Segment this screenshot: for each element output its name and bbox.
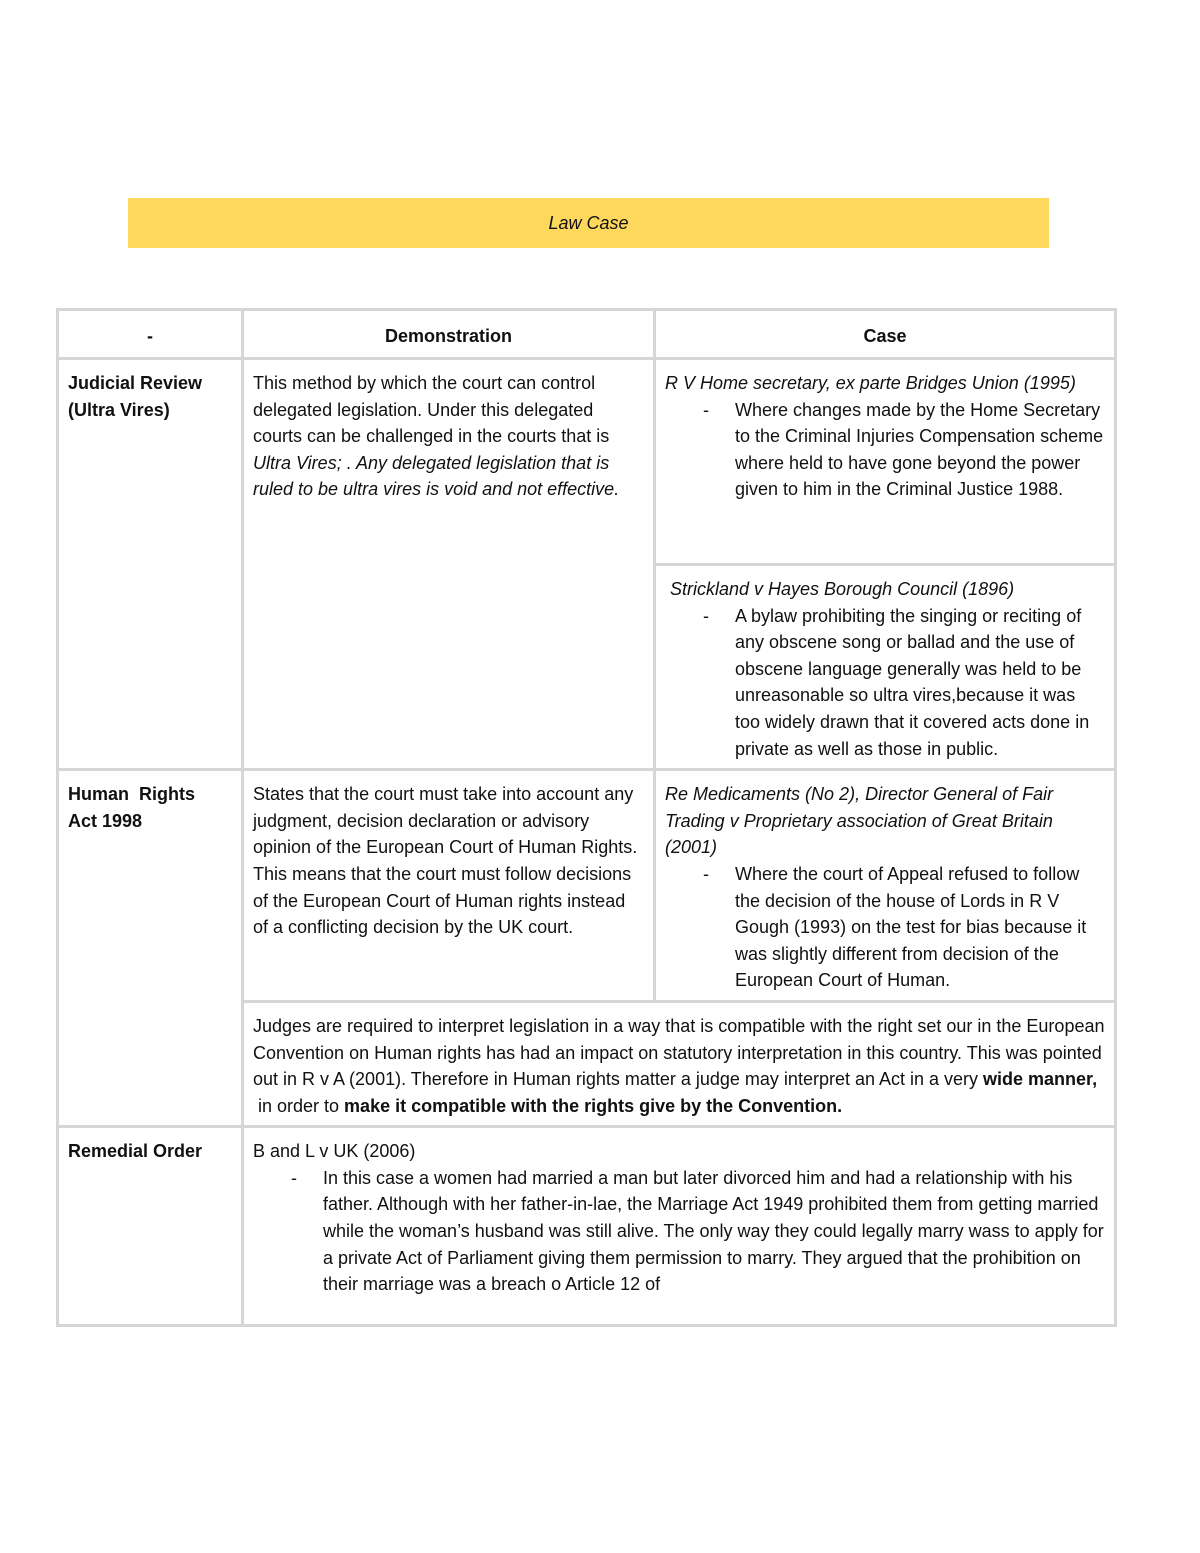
human-rights-note [243, 1001, 1116, 1126]
case-points [665, 861, 1105, 994]
case-title: Re Medicaments (No 2), Director General of Fair Trading v Proprietary association of Great Britain (2001) [665, 784, 1054, 858]
case-point: - Where the court of Appeal refused to follow the decision of the house of Lords in R V Gough (1993) on the test for bias because it was slightly different from decision of the European Court of Human. [735, 861, 1105, 994]
table-row-human-rights [58, 770, 1116, 1002]
row-label-line: (Ultra Vires) [68, 399, 170, 420]
case-point: - Where changes made by the Home Secretary to the Criminal Injuries Compensation scheme where held to have gone beyond the power given to him in the Criminal Justice 1988. [735, 397, 1105, 503]
document-title-banner [128, 198, 1049, 248]
note-text: Judges are required to interpret legislation in a way that is compatible with the right set our in the European Convention on Human rights has had an impact on statutory interpretation in this country. This was pointed out in R v A (2001). Therefore in Human rights matter a judge may interpret an Act in a very [253, 1015, 1105, 1090]
header-cell-case: Case [655, 310, 1116, 359]
case-cell-content [253, 1138, 1105, 1318]
table-header-row [58, 310, 1116, 359]
demonstration-text-italic: Ultra Vires; . Any delegated legislation that is ruled to be ultra vires is void and not effective. [253, 452, 620, 500]
case-cell-bridges-union [655, 359, 1116, 565]
case-point: - A bylaw prohibiting the singing or reciting of any obscene song or ballad and the use of obscene language generally was held to be unreasonable so ultra vires,because it was too widely drawn that it covered acts done in private as well as those in public. [735, 603, 1105, 763]
table-row-judicial-review [58, 359, 1116, 565]
case-title: R V Home secretary, ex parte Bridges Union (1995) [665, 373, 1076, 393]
document-title: Law Case [548, 212, 629, 233]
note-text: in order to [253, 1095, 345, 1116]
demonstration-text: This method by which the court can control delegated legislation. Under this delegated courts can be challenged in the courts that is [253, 373, 610, 447]
demonstration-human-rights: States that the court must take into account any judgment, decision declaration or advisory opinion of the European Court of Human Rights. This means that the court must follow decisions of the European Court of Human rights instead of a conflicting decision by the UK court. [243, 770, 655, 1002]
case-cell-b-and-l [243, 1127, 1116, 1326]
table-row-remedial-order [58, 1127, 1116, 1326]
case-cell-strickland [655, 565, 1116, 770]
row-label-human-rights [58, 770, 243, 1127]
case-points [665, 397, 1105, 503]
demonstration-judicial-review [243, 359, 655, 770]
law-case-table [56, 308, 1117, 1327]
note-text-bold: wide manner, [983, 1069, 1098, 1090]
case-points [670, 603, 1105, 763]
case-title: Strickland v Hayes Borough Council (1896) [670, 579, 1015, 599]
row-label-line: Act 1998 [68, 810, 143, 831]
row-label-line: Human Rights [68, 784, 196, 805]
case-point: - In this case a women had married a man but later divorced him and had a relationship with his father. Although with her father-in-lae, the Marriage Act 1949 prohibited them from getting married while the woman’s husband was still alive. The only way they could legally marry wass to apply for a private Act of Parliament giving them permission to marry. They argued that the prohibition on their marriage was a breach o Article 12 of [323, 1165, 1105, 1298]
row-label-remedial-order: Remedial Order [58, 1127, 243, 1326]
case-title: B and L v UK (2006) [253, 1141, 416, 1162]
note-text-bold: make it compatible with the rights give by the Convention. [344, 1095, 843, 1116]
header-cell-demonstration: Demonstration [243, 310, 655, 359]
row-label-line: Judicial Review [68, 373, 203, 393]
case-cell-medicaments [655, 770, 1116, 1002]
header-cell-dash: - [58, 310, 243, 359]
case-points [253, 1165, 1105, 1298]
row-label-judicial-review [58, 359, 243, 770]
